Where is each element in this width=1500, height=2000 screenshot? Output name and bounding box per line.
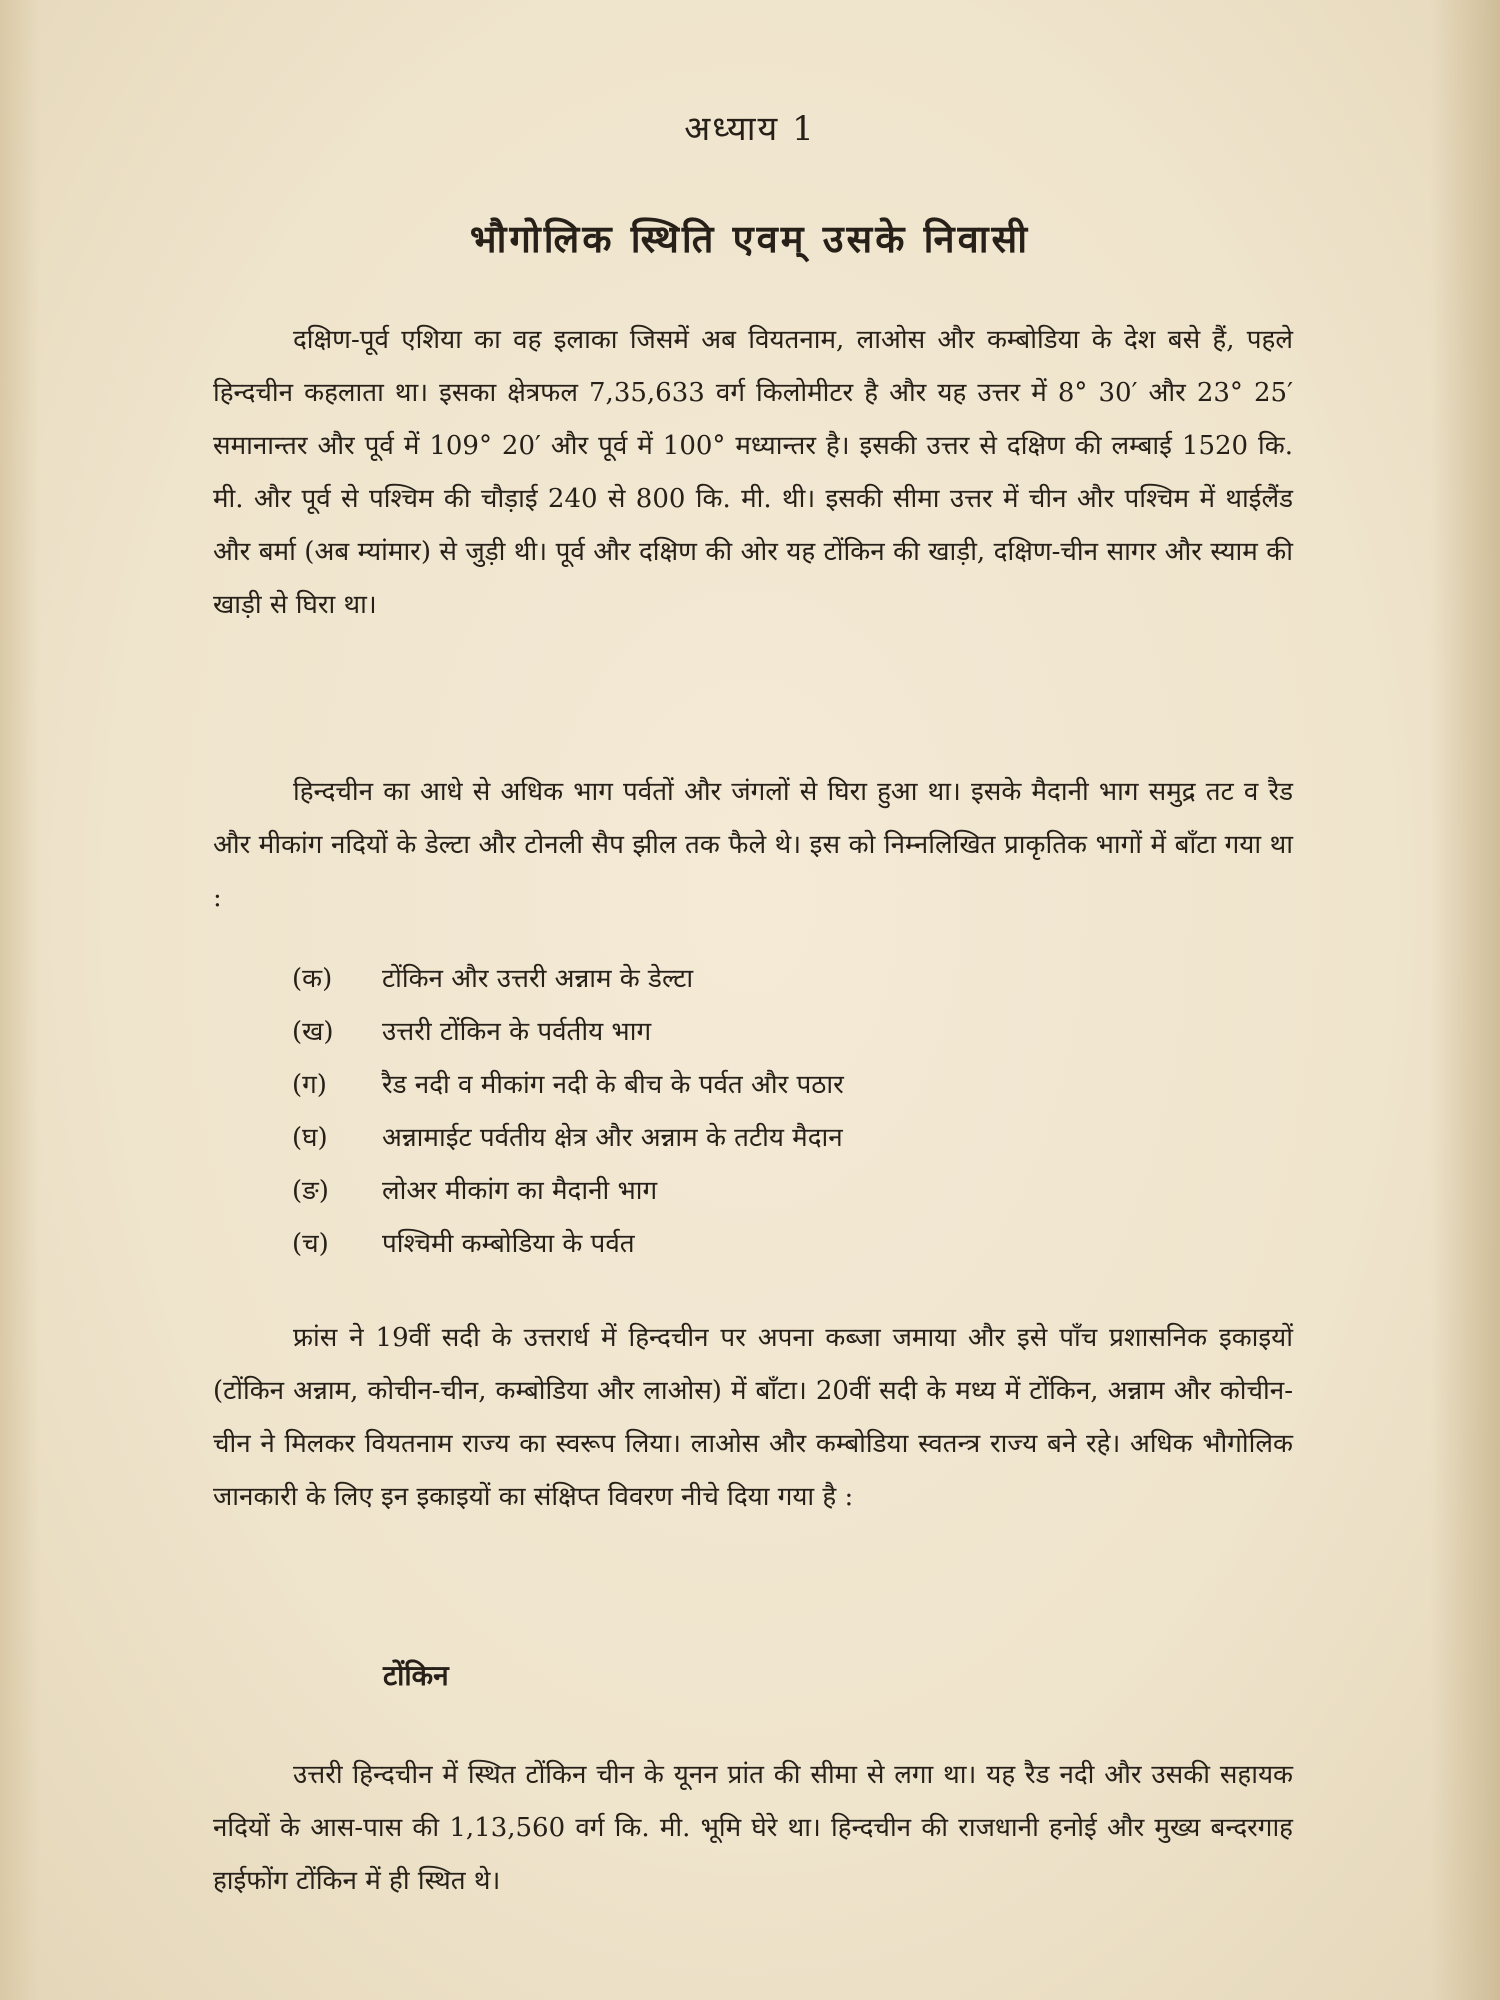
paragraph-natural-divisions: हिन्दचीन का आधे से अधिक भाग पर्वतों और जंगलों से घिरा हुआ था। इसके मैदानी भाग समुद्र तट व रैड और मीकांग नदियों के डेल्टा और टोनली सैप झील तक फैले थे। इस को निम्नलिखित प्राकृतिक भागों में बाँटा गया था : (213, 777, 1293, 913)
paragraph-tonkin: उत्तरी हिन्दचीन में स्थित टोंकिन चीन के यूनन प्रांत की सीमा से लगा था। यह रैड नदी और उसकी सहायक नदियों के आस-पास की 1,13,560 वर्ग कि. मी. भूमि घेरे था। हिन्दचीन की राजधानी हनोई और मुख्य बन्दरगाह हाईफोंग टोंकिन में ही स्थित थे। (213, 1760, 1293, 1896)
list-item-text: उत्तरी टोंकिन के पर्वतीय भाग (382, 1017, 652, 1047)
list-item-text: लोअर मीकांग का मैदानी भाग (382, 1176, 658, 1206)
chapter-title: भौगोलिक स्थिति एवम् उसके निवासी (469, 216, 1031, 261)
page-left-shadow (0, 0, 40, 2000)
list-item-text: पश्चिमी कम्बोडिया के पर्वत (382, 1229, 635, 1259)
list-item-marker: (च) (292, 1229, 329, 1259)
list-item (292, 1165, 844, 1218)
list-item-text: रैड नदी व मीकांग नदी के बीच के पर्वत और पठार (382, 1070, 844, 1100)
paragraph-french-administration: फ्रांस ने 19वीं सदी के उत्तरार्ध में हिन्दचीन पर अपना कब्जा जमाया और इसे पाँच प्रशासनिक इकाइयों (टोंकिन अन्नाम, कोचीन-चीन, कम्बोडिया और लाओस) में बाँटा। 20वीं सदी के मध्य में टोंकिन, अन्नाम और कोचीन-चीन ने मिलकर वियतनाम राज्य का स्वरूप लिया। लाओस और कम्बोडिया स्वतन्त्र राज्य बने रहे। अधिक भौगोलिक जानकारी के लिए इन इकाइयों का संक्षिप्त विवरण नीचे दिया गया है : (213, 1323, 1293, 1512)
list-item-marker: (ग) (292, 1070, 327, 1100)
section-heading-tonkin: टोंकिन (383, 1659, 449, 1692)
list-item-marker: (घ) (292, 1123, 328, 1153)
list-item (292, 1218, 844, 1271)
natural-divisions-list (292, 953, 844, 1271)
list-item-text: अन्नामाईट पर्वतीय क्षेत्र और अन्नाम के तटीय मैदान (382, 1123, 843, 1153)
list-item (292, 1006, 844, 1059)
list-item-text: टोंकिन और उत्तरी अन्नाम के डेल्टा (382, 964, 694, 994)
list-item-marker: (ङ) (292, 1176, 329, 1206)
list-item (292, 1112, 844, 1165)
page-right-shadow (1430, 0, 1500, 2000)
list-item-marker: (क) (292, 964, 333, 994)
list-item (292, 1059, 844, 1112)
list-item (292, 953, 844, 1006)
paragraph-geography-intro: दक्षिण-पूर्व एशिया का वह इलाका जिसमें अब वियतनाम, लाओस और कम्बोडिया के देश बसे हैं, पहले हिन्दचीन कहलाता था। इसका क्षेत्रफल 7,35,633 वर्ग किलोमीटर है और यह उत्तर में 8° 30′ और 23° 25′ समानान्तर और पूर्व में 109° 20′ और पूर्व में 100° मध्यान्तर है। इसकी उत्तर से दक्षिण की लम्बाई 1520 कि. मी. और पूर्व से पश्चिम की चौड़ाई 240 से 800 कि. मी. थी। इसकी सीमा उत्तर में चीन और पश्चिम में थाईलैंड और बर्मा (अब म्यांमार) से जुड़ी थी। पूर्व और दक्षिण की ओर यह टोंकिन की खाड़ी, दक्षिण-चीन सागर और स्याम की खाड़ी से घिरा था। (213, 325, 1293, 620)
list-item-marker: (ख) (292, 1017, 334, 1047)
chapter-number: अध्याय 1 (684, 109, 816, 149)
